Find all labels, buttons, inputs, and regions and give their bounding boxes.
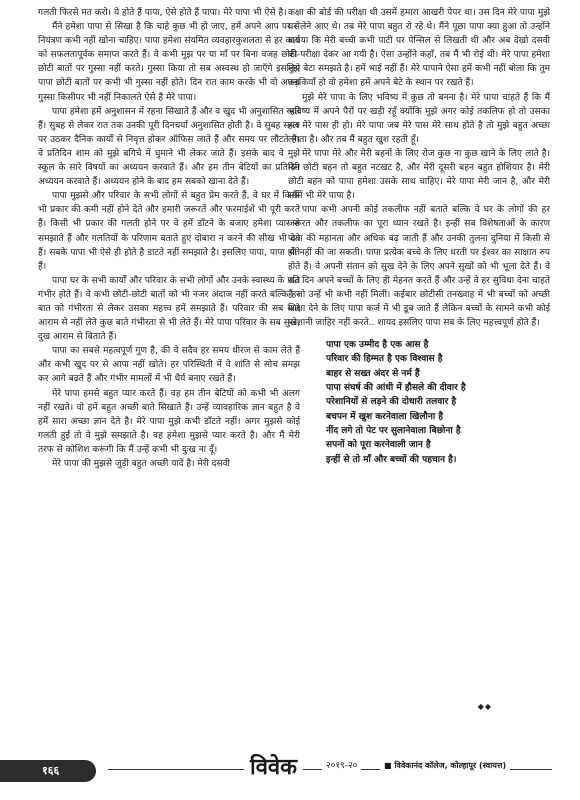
page-footer (0, 746, 580, 800)
poem-line: बचपन में खुश करनेवाला खिलौना है (326, 411, 444, 422)
poem-line: परिवार की हिम्मत है एक विश्वास है (326, 354, 443, 365)
paragraph: कक्षा की बोर्ड की परीक्षा थी उसमें हमारा आखरी पेपर था। उस दिन मेरे पापा मुझे घर लेने आए थे। तब मेरे पापा बहुत रो रहे थे। मैंने पूछा पापा क्या हुआ तो उन्होंने बताया कि मेरी बच्ची कभी पाटी पर पेन्सिल से लिखती थी और अब देखो दसवी की परीक्षा देकर आ गयी है। ऐसा उन्होंने कहाँ, तब मैं भी रोई थी। मेरे पापा हमेशा मुझे बेटा समझते है। हमें भाई नहीं हैं। मेरे पापाने ऐसा हमें कभी नहीं बोला कि तुम लड़कियाँ हो वो हमेशा हमें अपने बेटे के स्थान पर रखते हैं। (288, 8, 550, 89)
paragraph: पापा घर के सभी कार्यों और परिवार के सभी लोगों और उनके स्वास्थ्य के प्रति गंभीर होते हैं। वे कभी छोटी-छोटी बातों को भी नजर अंदाज नहीं करते बल्कि हर बात को गंभीरता से लेकर उसका महत्त्व हमें समझाते हैं। परिवार की सब बाते आराम से नहीं लेते कुछ बाते गंभीरता से भी लेते हैं। मेरे पापा परिवार के सब सुख, दुख आराम से बिताते हैं। (38, 275, 300, 343)
poem-line: नींद लगे तो पेट पर सुलानेवाला बिछोना है (326, 425, 461, 436)
poem-line: इन्हीं से तो माँ और बच्चों की पहचान है। (326, 454, 457, 465)
issue-year: २०१९-२० (322, 758, 361, 774)
college-name: ■ विवेकानंद कॉलेज, कोल्हापूर (स्वायत्त) (380, 758, 510, 774)
paragraph: पापा मुझसे और परिवार के सभी लोगों से बहुत प्रेम करते हैं, वे घर में किसी भी प्रकार की कमी नहीं होने देते और हमारी जरूरतें और फरमाईशें भी पूरी करते हैं। किसी भी प्रकार की गलती होने पर वे हमें डाँटने के बजाए हमेशा प्यार से समझाते हैं और गलतियों के परिणाम बताते हुए दोबारा न करने की सीख भी देते हैं। सबके पापा भी ऐसे ही होते है डाटते नहीं समझाते है। इसलिए पापा, पापा होते हैं। (38, 191, 300, 272)
paragraph: पापा कभी अपनी कोई तकलीफ नहीं बताते बल्कि वे घर के लोगों की हर जरूरत और तकलीफ का पूरा ध्यान रखते है। इन्हीं सब विशेषताओं के कारण पापा की महानता और अधिक बढ़ जाती हैं और उनकी तुलना दुनिया में किसी से भी नहीं की जा सकती। पापा प्रत्येक बच्चे के लिए धरती पर ईश्वर का साक्षात रुप होते हैं। वे अपनी संतान को सुख देने के लिए अपने सुखों को भी भूला देते हैं। वे रात दिन अपने बच्चों के लिए ही मेहनत करते हैं और उन्हें वे हर सुविधा देना चाहते हैं जो उन्हें भी कभी नहीं मिली। कईबार छोटीसी तनख्वाह में भी बच्चों को अच्छी शिक्षा देने के लिए पापा कर्ज में भी डूब जाते हैं लेकिन बच्चों के सामने कभी कोई परेशानी जाहिर नहीं करते.. शायद इसलिए पापा सब के लिए महत्त्वपूर्ण होते हैं। (288, 205, 550, 329)
page-number: १६६ (0, 760, 96, 782)
poem (326, 338, 550, 467)
ornament-icon: ◆◆ (477, 702, 492, 711)
paragraph: मेरे पापा मेरे और मेरी बहनों के लिए रोज कुछ ना कुछ खाने के लिए लाते है। मेरी छोटी बहन तो बहुत नटखट है, और मेरी दूसरी बहन बहुत होशियार है। मेरी छोटी बहन को पापा हमेशा उसके साथ चाहिए। मेरे पापा मेरी जान है, और मेरी साँसें भी मेरे पापा है। (288, 148, 550, 202)
paragraph: मुझे मेरे पापा के लिए भविष्य में कुछ तो बनना है। मेरे पापा चाहते हैं कि मैं भविष्य में अपने पैरों पर खड़ी रहूँ क्योंकि मुझे अगर कोई तकलिफ हो तो उसका हल मेरे पास ही हो। मेरे पापा जब मेरे पास मेरे साथ होते है तो मुझे बहुत अच्छा लगता है। और तब मैं बहुत खुश रहती हूँ। (288, 92, 550, 145)
paragraph: मेरे पापा की मुझसे जुड़ी बहुत अच्छी यादें है। मेरी दसवी (52, 459, 230, 469)
paragraph: पापा का सबसे महत्वपूर्ण गुण है, की वे सदैव हर समय धीरज से काम लेते हैं और कभी खुद पर से आपा नहीं खोते। हर परिस्थिती में वे शांति से सोच समझ कर आगे बढते हैं और गंभीर मामलों में भी धैर्य बनाए रखते हैं। (38, 346, 300, 385)
left-column (38, 6, 300, 471)
poem-line: बाहर से सख्त अंदर से नर्म हैं (326, 368, 420, 379)
paragraph: गलती फिरसे मत करो। ये होते हैं पापा, ऐसे होते हैं पापा। मेरे पापा भी ऐसे है। (38, 8, 287, 18)
poem-line: सपनों को पूरा करनेवाली जान है (326, 440, 431, 451)
poem-line: परेशानियों से लड़ने की दोधारी तलवार है (326, 397, 457, 408)
right-column (288, 6, 550, 467)
poem-line: पापा एक उम्मीद है एक आस है (326, 340, 429, 351)
paragraph: मैंने हमेशा पापा से सिखा है कि चाहे कुछ भी हो जाए, हमें अपने आप पर से नियंत्रण कभी नहीं खोना चाहिए। पापा हमेशा संयमित व्यवहारकुशलता से हर कार्य को सफलतापूर्वक समाप्त करते हैं। वे कभी मुझ पर या माँ पर बिना वजह छोटी-छोटी बातों पर गुस्सा नहीं करते। गुस्सा किया तो सब अस्वस्थ हो जाएँगे इसलिए पापा छोटी बातों पर कभी भी गुस्सा नहीं होते। दिन रात काम करके भी वो अपना गुस्सा किसीपर भी नहीं निकालते ऐसे है मेरे पापा। (38, 22, 300, 103)
paragraph: पापा हमेशा हमें अनुशासन में रहना सिखाते हैं और व खुद भी अनुशासित रहते हैं। सुबह से लेकर रात तक उनकी पूरी दिनचर्या अनुशासित होती है। वे सुबह समय पर उठकर दैनिक कार्यों से निवृत्त होकर ऑफिस जाते हैं और समय पर लौटते हैं। वे प्रतिदिन शाम को मुझे बगिचे में घुमाने भी लेकर जाते हैं। इसके बाद वे मुझे स्कूल के सारे विषयों का अध्ययन करवाते हैं। और हम तीन बेटियों का प्रतिदिन अध्ययन करवाते हैं। अध्ययन होने के बाद हम सबको खाना देते हैं। (38, 106, 300, 188)
paragraph: मेरे पापा हमसे बहुत प्यार करते हैं। वह हम तीन बेटियों को कभी भी अलग नहीं रखते। वो हमें बहुत अच्छी बाते सिखाते हैं। उन्हें व्यावहारिक ज्ञान बहुत है वे हमें सारा अच्छा ज्ञान देते है। मेरे पापा मुझे कभी डाँटते नहीं। अगर मुझसे कोई गलती हुई तो वे मुझे समझाते है। वह हमेशा मुझसे प्यार करते है। और मैं मेरी तरफ से कोशिश करूंगी कि मैं उन्हें कभी भी दुःख ना दूँ। (38, 388, 300, 455)
magazine-logo: विवेक (244, 752, 303, 782)
poem-line: पापा संघर्ष की आंधी में हौसले की दीवार है (326, 383, 466, 394)
